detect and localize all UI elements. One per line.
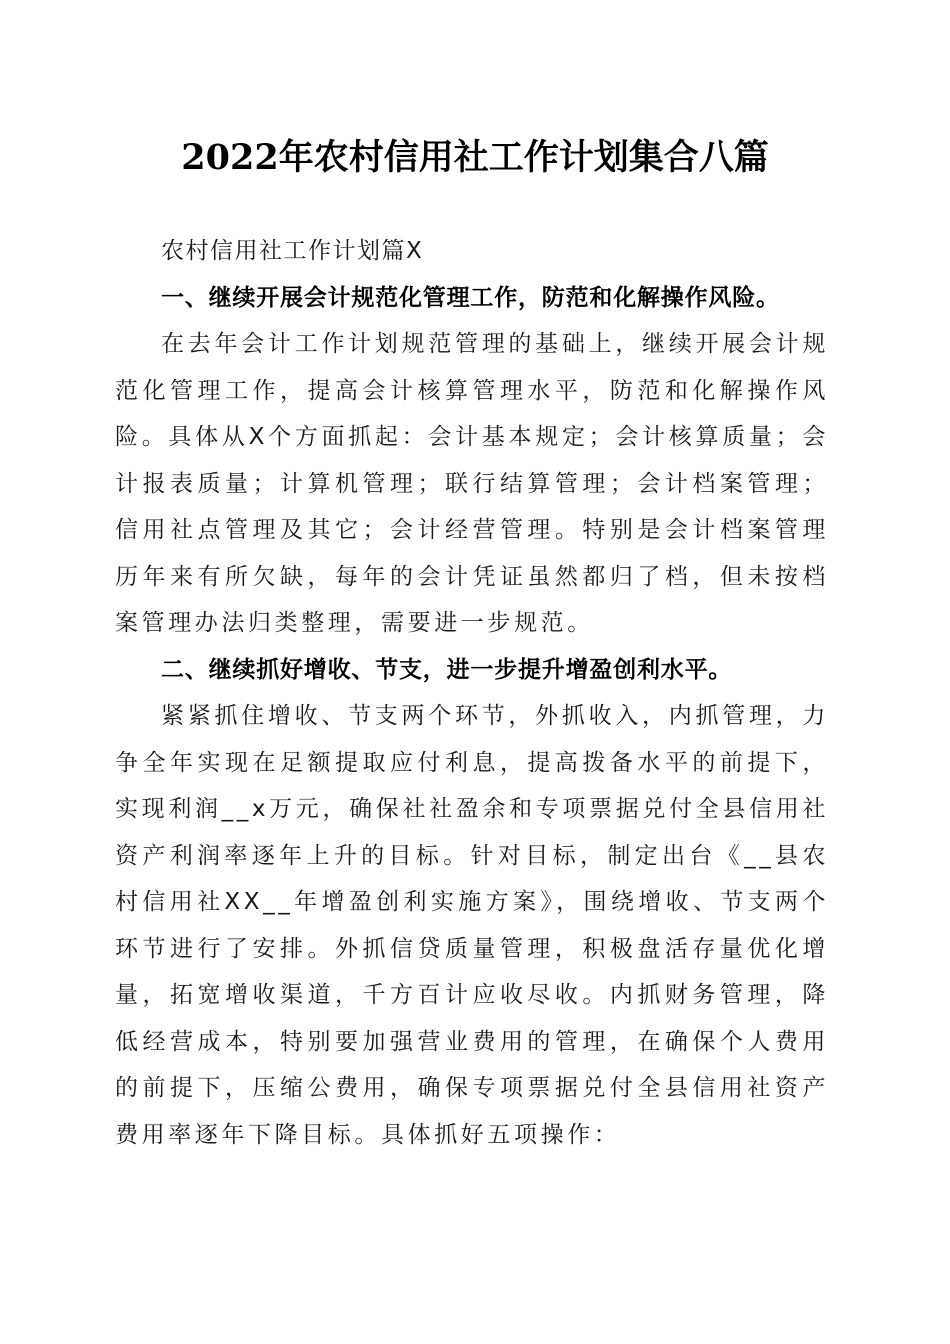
document-title: 2022年农村信用社工作计划集合八篇 <box>181 137 769 178</box>
paragraph-1: 在去年会计工作计划规范管理的基础上，继续开展会计规范化管理工作，提高会计核算管理水平，防范和化解操作风险。具体从X个方面抓起：会计基本规定；会计核算质量；会计报表质量；计算机管理；联行结算管理；会计档案管理；信用社点管理及其它；会计经营管理。特别是会计档案管理历年来有所欠缺，每年的会计凭证虽然都归了档，但未按档案管理办法归类整理，需要进一步规范。 <box>115 331 829 636</box>
section-heading-2: 二、继续抓好增收、节支，进一步提升增盈创利水平。 <box>161 656 733 683</box>
section-heading-1: 一、继续开展会计规范化管理工作，防范和化解操作风险。 <box>161 284 780 311</box>
document-body <box>115 228 829 1158</box>
paragraph-2: 紧紧抓住增收、节支两个环节，外抓收入，内抓管理，力争全年实现在足额提取应付利息，提高拨备水平的前提下，实现利润__x万元，确保社社盈余和专项票据兑付全县信用社资产利润率逐年上升的目标。针对目标，制定出台《__县农村信用社XX__年增盈创利实施方案》，围绕增收、节支两个环节进行了安排。外抓信贷质量管理，积极盘活存量优化增量，拓宽增收渠道，千方百计应收尽收。内抓财务管理，降低经营成本，特别要加强营业费用的管理，在确保个人费用的前提下，压缩公费用，确保专项票据兑付全县信用社资产费用率逐年下降目标。具体抓好五项操作： <box>115 703 829 1148</box>
section-label: 农村信用社工作计划篇X <box>161 238 424 264</box>
